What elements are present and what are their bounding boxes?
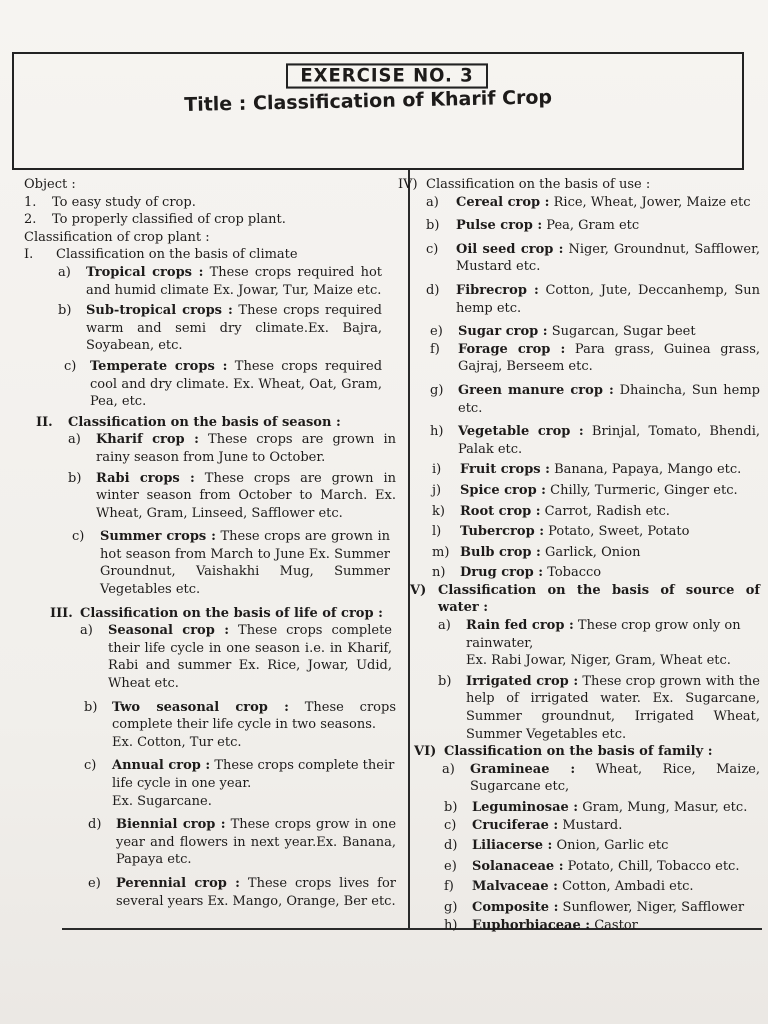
item-marker: a) <box>426 194 439 210</box>
item-marker: k) <box>432 503 445 519</box>
item-desc: Potato, Sweet, Potato <box>548 524 690 540</box>
item-marker: a) <box>68 432 81 448</box>
section-heading <box>398 176 760 194</box>
item-marker: 1. <box>24 194 37 210</box>
item-term: Cereal crop : <box>456 194 550 210</box>
item-marker: d) <box>426 282 440 298</box>
item-term: Spice crop : <box>460 482 546 498</box>
item-desc: These crops required cool and dry climate. Ex. Wheat, Oat, Gram, Pea, etc. <box>90 358 383 410</box>
item-desc: Rice, Wheat, Jower, Maize etc <box>553 194 751 210</box>
item-desc: These crop grown with the help of irrigated water. Ex. Sugarcane, Summer groundnut, Irrigated Wheat, Summer Vegetables etc. <box>466 673 760 742</box>
list-item <box>24 816 396 869</box>
item-marker: b) <box>84 699 98 715</box>
section-number: IV) <box>398 177 418 192</box>
item-marker: j) <box>432 482 442 498</box>
object-item <box>24 211 396 229</box>
list-item <box>398 817 760 835</box>
list-item <box>24 302 396 355</box>
list-item <box>24 431 396 466</box>
item-term: Pulse crop : <box>456 218 543 234</box>
item-desc: Banana, Papaya, Mango etc. <box>554 462 742 478</box>
item-term: Leguminosae : <box>472 800 579 815</box>
item-term: Summer crops : <box>100 529 216 545</box>
item-marker: g) <box>444 899 458 915</box>
list-item <box>398 461 760 479</box>
list-item <box>398 423 760 458</box>
exercise-label: EXERCISE NO. 3 <box>286 63 488 88</box>
item-term: Liliacerse : <box>472 838 553 854</box>
item-desc: Castor <box>594 917 638 933</box>
list-item <box>24 264 396 299</box>
item-desc: Sugarcan, Sugar beet <box>551 324 696 340</box>
item-term: Annual crop : <box>112 758 211 774</box>
section-heading <box>24 246 396 264</box>
item-marker: h) <box>430 424 444 440</box>
item-term: Root crop : <box>460 503 541 519</box>
item-marker: i) <box>432 462 442 478</box>
section-heading <box>398 743 760 761</box>
item-term: Perennial crop : <box>116 875 240 891</box>
list-item <box>398 878 760 896</box>
section-title: Classification on the basis of climate <box>56 247 298 263</box>
list-item <box>398 564 760 582</box>
right-column <box>398 176 760 934</box>
item-desc: Potato, Chill, Tobacco etc. <box>567 858 740 874</box>
item-marker: 2. <box>24 212 37 228</box>
item-term: Bulb crop : <box>460 544 541 560</box>
item-desc: These crops are grown in hot season from March to June Ex. Summer Groundnut, Vaishakhi Mug, Summer Vegetables etc. <box>100 529 391 598</box>
item-term: Kharif crop : <box>96 432 199 448</box>
title-box <box>12 52 744 170</box>
section-number: V) <box>410 582 427 598</box>
list-item <box>398 241 760 276</box>
item-term: Fruit crops : <box>460 462 550 478</box>
item-marker: f) <box>444 879 454 895</box>
item-desc: These crops required hot and humid climate Ex. Jowar, Tur, Maize etc. <box>86 264 382 298</box>
item-term: Oil seed crop : <box>456 241 564 257</box>
section-number: I. <box>24 247 34 263</box>
item-marker: m) <box>432 544 450 560</box>
page-title: Title : Classification of Kharif Crop <box>184 86 553 116</box>
section-title: Classification on the basis of life of crop : <box>80 605 383 621</box>
item-term: Fibrecrop : <box>456 282 539 298</box>
item-term: Forage crop : <box>458 341 566 357</box>
item-marker: c) <box>64 358 77 374</box>
item-desc: Sunflower, Niger, Safflower <box>562 899 745 915</box>
section-heading <box>24 605 396 623</box>
list-item <box>24 757 396 810</box>
item-desc: These crops grow in one year and flowers in next year.Ex. Banana, Papaya etc. <box>116 817 397 868</box>
item-term: Two seasonal crop : <box>112 699 289 715</box>
list-item <box>398 917 760 935</box>
item-marker: e) <box>444 858 457 874</box>
list-item <box>398 544 760 562</box>
item-marker: d) <box>88 817 102 833</box>
item-term: Seasonal crop : <box>108 623 230 639</box>
item-marker: a) <box>438 618 451 634</box>
item-term: Tubercrop : <box>460 524 544 540</box>
object-item <box>24 194 396 212</box>
item-marker: c) <box>426 241 439 257</box>
item-desc: Cotton, Jute, Deccanhemp, Sun hemp etc. <box>456 282 760 316</box>
item-desc: These crops complete their life cycle in one season i.e. in Kharif, Rabi and summer Ex. Rice, Jowar, Udid, Wheat etc. <box>108 623 392 692</box>
list-item <box>24 528 396 598</box>
item-desc: Niger, Groundnut, Safflower, Mustard etc. <box>456 241 760 275</box>
list-item <box>398 523 760 541</box>
item-term: Temperate crops : <box>90 358 228 374</box>
list-item <box>24 622 396 692</box>
item-term: Gramineae : <box>470 761 576 777</box>
list-item <box>398 837 760 855</box>
list-item <box>24 699 396 752</box>
item-example: Ex. Sugarcane. <box>112 793 212 809</box>
item-marker: a) <box>58 264 71 280</box>
item-marker: f) <box>430 341 440 357</box>
item-term: Drug crop : <box>460 565 544 581</box>
item-desc: Garlick, Onion <box>544 544 641 560</box>
section-number: VI) <box>414 744 437 760</box>
item-marker: c) <box>84 758 97 774</box>
list-item <box>398 503 760 521</box>
item-desc: Mustard. <box>562 817 623 833</box>
item-example: Ex. Rabi Jowar, Niger, Gram, Wheat etc. <box>466 653 731 669</box>
item-term: Biennial crop : <box>116 817 226 833</box>
list-item <box>398 617 760 670</box>
list-item <box>398 799 760 817</box>
item-term: Solanaceae : <box>472 858 564 874</box>
item-desc: These crops complete their life cycle in one year. <box>112 758 395 791</box>
item-term: Malvaceae : <box>472 879 558 895</box>
item-marker: b) <box>444 800 458 815</box>
section-heading <box>24 414 396 432</box>
item-marker: b) <box>426 218 440 234</box>
list-item <box>398 194 760 212</box>
list-item <box>24 470 396 523</box>
section-title: Classification on the basis of family : <box>444 744 713 760</box>
item-marker: h) <box>444 917 458 933</box>
item-desc: These crop grow only on rainwater, <box>466 618 741 651</box>
item-desc: Carrot, Radish etc. <box>544 503 670 519</box>
item-term: Rabi crops : <box>96 470 195 486</box>
item-desc: Brinjal, Tomato, Bhendi, Palak etc. <box>458 424 760 457</box>
section-heading <box>398 582 760 617</box>
list-item <box>398 341 760 376</box>
list-item <box>398 323 760 341</box>
item-desc: These crops are grown in winter season from October to March. Ex. Wheat, Gram, Linseed, Safflower etc. <box>96 470 396 521</box>
item-desc: Gram, Mung, Masur, etc. <box>582 800 748 815</box>
item-desc: Dhaincha, Sun hemp etc. <box>458 382 760 416</box>
object-heading: Object : <box>24 177 76 192</box>
item-desc: Cotton, Ambadi etc. <box>562 879 694 895</box>
item-marker: a) <box>80 623 93 639</box>
item-term: Euphorbiaceae : <box>472 917 591 933</box>
item-marker: g) <box>430 382 444 398</box>
list-item <box>398 761 760 796</box>
list-item <box>398 899 760 917</box>
item-desc: These crops required warm and semi dry climate.Ex. Bajra, Soyabean, etc. <box>86 303 383 354</box>
item-marker: e) <box>88 875 101 891</box>
item-term: Tropical crops : <box>86 264 204 280</box>
item-desc: Para grass, Guinea grass, Gajraj, Berseem etc. <box>458 341 760 375</box>
item-marker: b) <box>68 470 82 486</box>
item-term: Vegetable crop : <box>458 424 584 440</box>
item-text: To properly classified of crop plant. <box>52 212 286 228</box>
item-term: Irrigated crop : <box>466 673 579 689</box>
item-example: Ex. Cotton, Tur etc. <box>112 734 242 750</box>
list-item <box>398 282 760 317</box>
item-term: Sub-tropical crops : <box>86 303 233 319</box>
item-marker: c) <box>72 529 85 545</box>
item-marker: b) <box>58 303 72 319</box>
section-number: II. <box>36 414 53 430</box>
classification-heading: Classification of crop plant : <box>24 229 210 245</box>
item-marker: n) <box>432 565 446 581</box>
section-number: III. <box>50 605 73 621</box>
section-title: Classification on the basis of season : <box>68 414 341 430</box>
item-term: Green manure crop : <box>458 382 614 398</box>
item-marker: c) <box>444 817 457 833</box>
list-item <box>398 858 760 876</box>
item-desc: Onion, Garlic etc <box>556 838 669 854</box>
item-marker: d) <box>444 838 458 854</box>
item-desc: Wheat, Rice, Maize, Sugarcane etc, <box>470 761 761 795</box>
item-marker: l) <box>432 524 442 540</box>
item-term: Cruciferae : <box>472 817 559 833</box>
item-marker: e) <box>430 324 443 340</box>
item-term: Rain fed crop : <box>466 618 574 634</box>
list-item <box>398 673 760 743</box>
item-term: Sugar crop : <box>458 324 548 340</box>
item-term: Composite : <box>472 899 559 915</box>
item-marker: a) <box>442 761 455 777</box>
item-desc: These crops lives for several years Ex. Mango, Orange, Ber etc. <box>116 875 396 909</box>
left-column <box>24 176 396 910</box>
list-item <box>398 382 760 417</box>
list-item <box>398 482 760 500</box>
item-desc: Pea, Gram etc <box>546 218 640 234</box>
item-marker: b) <box>438 673 452 689</box>
section-title: Classification on the basis of use : <box>426 177 651 192</box>
list-item <box>24 358 396 411</box>
item-desc: These crops are grown in rainy season from June to October. <box>96 432 396 465</box>
item-desc: Chilly, Turmeric, Ginger etc. <box>550 482 738 498</box>
section-title: Classification on the basis of source of water : <box>438 582 760 616</box>
item-desc: Tobacco <box>547 565 602 581</box>
list-item <box>24 875 396 910</box>
item-desc: These crops complete their life cycle in two seasons. <box>112 699 396 733</box>
list-item <box>398 217 760 235</box>
item-text: To easy study of crop. <box>52 194 196 210</box>
